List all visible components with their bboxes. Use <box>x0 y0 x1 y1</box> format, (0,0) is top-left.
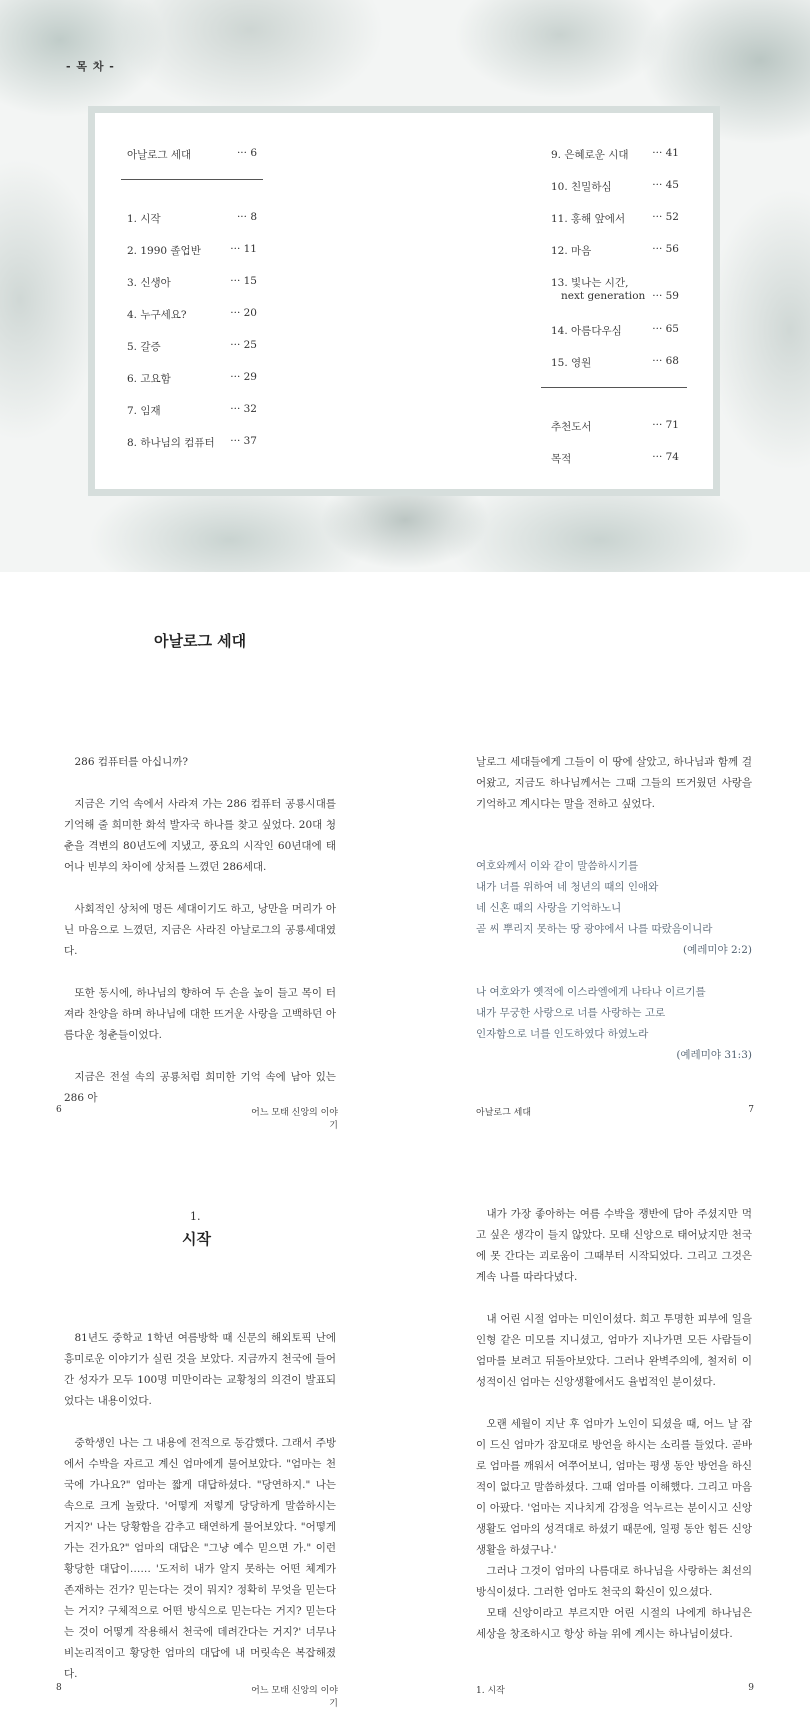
paragraph: 중학생인 나는 그 내용에 전적으로 동감했다. 그래서 주방에서 수박을 자르고 계신 엄마에게 물어보았다. "엄마는 천국에 가나요?" 엄마는 짧게 대답하셨다. "당연하지." 나는 속으로 크게 놀랐다. '어떻게 저렇게 당당하게 말씀하시는 거지?' 나는 당황함을 감추고 태연하게 물어보았다. "어떻게 가는 건가요?" 엄마의 대답은 "그냥 예수 믿으면 가." 이런 황당한 대답이…… '도저히 내가 알지 못하는 어떤 체계가 존재하는 건가? 믿는다는 것이 뭐지? 정확히 무엇을 믿는다는 거지? 구체적으로 어떤 방식으로 믿는다는 거지? 믿는다는 것이 어떻게 작용해서 천국에 데려간다는 거지?' 너무나 비논리적이고 황당한 엄마의 대답에 내 머릿속은 복잡해졌다. <box>64 1437 336 1680</box>
toc-item-page: ··· 29 <box>230 371 257 383</box>
toc-item-page: ··· 6 <box>236 147 257 159</box>
paragraph: 286 컴퓨터를 아십니까? <box>74 756 188 768</box>
toc-item-page: ··· 32 <box>230 403 257 415</box>
paragraph: 오랜 세월이 지난 후 엄마가 노인이 되셨을 때, 어느 날 잠이 드신 엄마가 잠꼬대로 방언을 하시는 소리를 들었다. 곧바로 엄마를 깨워서 여쭈어보니, 엄마는 평생 동안 방언을 하신 적이 없다고 말씀하셨다. 그때 엄마를 이해했다. 그리고 마음이 아팠다. '엄마는 지나치게 감정을 억누르는 분이시고 신앙생활도 엄마의 성격대로 하셨기 때문에, 일평 동안 힘든 신앙생활을 하셨구나.' <box>476 1418 752 1556</box>
toc-item-page: ··· 45 <box>652 179 679 191</box>
toc-item-title-line2: next generation <box>561 290 646 302</box>
scripture-line: 여호와께서 이와 같이 말씀하시기를 <box>476 860 639 872</box>
toc-item[interactable] <box>127 339 257 354</box>
toc-item-page: ··· 59 <box>652 290 679 302</box>
toc-item-page: ··· 15 <box>230 275 257 287</box>
right-page-body <box>476 752 752 815</box>
toc-item[interactable] <box>127 147 257 162</box>
paragraph: 그러나 그것이 엄마의 나름대로 하나님을 사랑하는 최선의 방식이셨다. 그러한 엄마도 천국의 확신이 있으셨다. <box>476 1565 752 1598</box>
toc-item-page: ··· 20 <box>230 307 257 319</box>
toc-item[interactable] <box>551 451 679 466</box>
toc-item[interactable] <box>551 355 679 370</box>
toc-item-page: ··· 11 <box>230 243 257 255</box>
scripture-reference: (예레미야 2:2) <box>682 944 752 956</box>
toc-item-page: ··· 74 <box>652 451 679 463</box>
paragraph: 또한 동시에, 하나님의 향하여 두 손을 높이 들고 목이 터져라 찬양을 하며 하나님에 대한 뜨거운 사랑을 고백하던 아름다운 청춘들이었다. <box>64 987 336 1041</box>
toc-item-title: 7. 임재 <box>127 405 161 417</box>
page-number: 6 <box>56 1105 62 1115</box>
toc-item[interactable] <box>127 371 257 386</box>
toc-item-title: 10. 친밀하심 <box>551 181 612 193</box>
scripture-line: 네 신혼 때의 사랑을 기억하노니 <box>476 902 622 914</box>
toc-item-title: 4. 누구세요? <box>127 309 187 321</box>
scripture-line: 내가 무궁한 사랑으로 너를 사랑하는 고로 <box>476 1007 666 1019</box>
toc-item-page: ··· 25 <box>230 339 257 351</box>
toc-item[interactable] <box>551 179 679 194</box>
chapter-title: 시작 <box>182 1230 211 1248</box>
toc-item[interactable] <box>551 419 679 434</box>
toc-item-title: 15. 영원 <box>551 357 592 369</box>
paragraph: 지금은 전설 속의 공룡처럼 희미한 기억 속에 남아 있는 286 아 <box>64 1071 336 1104</box>
toc-item-title: 아날로그 세대 <box>127 149 192 161</box>
toc-item-page: ··· 68 <box>652 355 679 367</box>
toc-item-page: ··· 52 <box>652 211 679 223</box>
toc-item-page: ··· 65 <box>652 323 679 335</box>
toc-divider <box>541 387 687 388</box>
toc-item-title-line1: 13. 빛나는 시간, <box>551 277 629 289</box>
toc-item-title: 14. 아름다우심 <box>551 325 622 337</box>
left-page-body <box>64 752 336 1109</box>
toc-item-title: 8. 하나님의 컴퓨터 <box>127 437 215 449</box>
scripture-quote <box>476 982 752 1066</box>
paragraph: 지금은 기억 속에서 사라져 가는 286 컴퓨터 공룡시대를 기억해 줄 희미한 화석 발자국 하나를 찾고 싶었다. 20대 청춘을 격변의 80년도에 지냈고, 풍요의 시작인 60년대에 태어나 빈부의 차이에 상처를 느꼈던 286세대. <box>64 798 336 873</box>
toc-card <box>88 106 720 496</box>
running-title: 어느 모태 신앙의 이야기 <box>251 1108 338 1131</box>
toc-right-column <box>551 113 679 493</box>
toc-item[interactable] <box>127 403 257 418</box>
toc-item[interactable] <box>551 323 679 338</box>
toc-item-title: 추천도서 <box>551 421 592 433</box>
toc-item-title: 목적 <box>551 453 572 465</box>
toc-item-page: ··· 8 <box>236 211 257 223</box>
scripture-line: 곧 씨 뿌리지 못하는 땅 광야에서 나를 따랐음이니라 <box>476 923 713 935</box>
toc-item-title <box>551 275 649 302</box>
scripture-reference: (예레미야 31:3) <box>676 1049 752 1061</box>
page-number: 7 <box>748 1105 754 1115</box>
toc-item[interactable] <box>551 275 679 302</box>
paragraph: 내가 가장 좋아하는 여름 수박을 쟁반에 담아 주셨지만 먹고 싶은 생각이 들지 않았다. 모태 신앙으로 태어났지만 천국에 못 간다는 괴로움이 그때부터 시작되었다. 그리고 그것은 계속 나를 따라다녔다. <box>476 1208 752 1283</box>
toc-spread <box>0 0 810 572</box>
toc-item-page: ··· 56 <box>652 243 679 255</box>
scripture-line: 나 여호와가 옛적에 이스라엘에게 나타나 이르기를 <box>476 986 706 998</box>
toc-item-page: ··· 71 <box>652 419 679 431</box>
toc-left-column <box>127 113 257 493</box>
section-heading: 아날로그 세대 <box>154 632 247 650</box>
toc-item-title: 2. 1990 졸업반 <box>127 245 201 257</box>
paragraph: 모태 신앙이라고 부르지만 어린 시절의 나에게 하나님은 세상을 창조하시고 항상 하늘 위에 계시는 하나님이셨다. <box>476 1607 752 1640</box>
toc-item-page: ··· 37 <box>230 435 257 447</box>
paragraph: 81년도 중학교 1학년 여름방학 때 신문의 해외토픽 난에 흥미로운 이야기가 실린 것을 보았다. 지금까지 천국에 들어간 성자가 모두 100명 미만이라는 교황청의 의견이 발표되었다는 내용이었다. <box>64 1332 336 1407</box>
toc-item-title: 1. 시작 <box>127 213 161 225</box>
left-page-body <box>64 1328 336 1685</box>
toc-item-page: ··· 41 <box>652 147 679 159</box>
page-number: 9 <box>748 1683 754 1693</box>
toc-divider <box>121 179 263 180</box>
scripture-line: 내가 너를 위하여 네 청년의 때의 인애와 <box>476 881 659 893</box>
toc-item[interactable] <box>127 435 257 450</box>
running-title: 어느 모태 신앙의 이야기 <box>251 1686 338 1709</box>
toc-item[interactable] <box>551 243 679 258</box>
toc-item-title: 12. 마음 <box>551 245 592 257</box>
toc-item-title: 9. 은혜로운 시대 <box>551 149 629 161</box>
toc-item-title: 11. 홍해 앞에서 <box>551 213 626 225</box>
toc-header: - 목 차 - <box>66 60 115 73</box>
page-number: 8 <box>56 1683 62 1693</box>
scripture-line: 인자함으로 너를 인도하였다 하였노라 <box>476 1028 649 1040</box>
running-title: 아날로그 세대 <box>476 1108 532 1118</box>
chapter-number: 1. <box>190 1210 201 1223</box>
toc-item[interactable] <box>551 147 679 162</box>
toc-item[interactable] <box>127 275 257 290</box>
paragraph: 내 어린 시절 엄마는 미인이셨다. 희고 투명한 피부에 일을 인형 같은 미모를 지니셨고, 엄마가 지나가면 모든 사람들이 엄마를 보려고 뒤돌아보았다. 그러나 완벽주의에, 철저히 이성적이신 엄마는 신앙생활에서도 율법적인 분이셨다. <box>476 1313 752 1388</box>
paragraph: 사회적인 상처에 멍든 세대이기도 하고, 낭만을 머리가 아닌 마음으로 느꼈던, 지금은 사라진 아날로그의 공룡세대였다. <box>64 903 336 957</box>
running-title: 1. 시작 <box>476 1686 505 1696</box>
toc-item[interactable] <box>551 211 679 226</box>
toc-item-title: 3. 신생아 <box>127 277 171 289</box>
toc-item[interactable] <box>127 211 257 226</box>
scripture-quote <box>476 856 752 961</box>
toc-item[interactable] <box>127 243 257 258</box>
toc-item-title: 5. 갈증 <box>127 341 161 353</box>
toc-item[interactable] <box>127 307 257 322</box>
right-page-body <box>476 1204 752 1645</box>
paragraph: 날로그 세대들에게 그들이 이 땅에 살았고, 하나님과 함께 걸어왔고, 지금도 하나님께서는 그때 그들의 뜨거웠던 사랑을 기억하고 계시다는 말을 전하고 싶었다. <box>476 756 752 810</box>
toc-item-title: 6. 고요함 <box>127 373 171 385</box>
